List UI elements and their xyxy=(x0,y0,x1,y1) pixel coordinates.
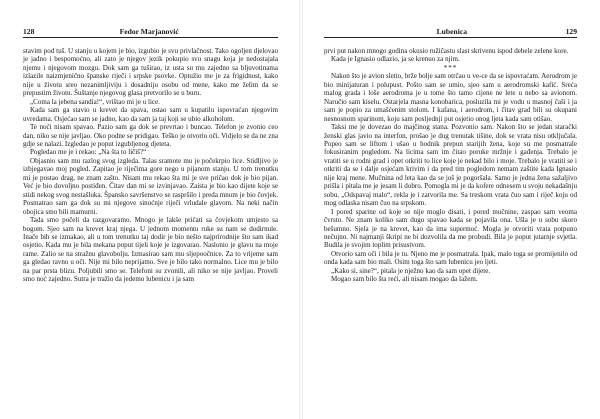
paragraph: Kada je Ignasio odlazio, ja se krenuo za njim. xyxy=(331,55,460,64)
paragraph: Mogao sam bilo šta reći, ali nisam mogao da lažem. xyxy=(331,275,478,284)
paragraph: Nakon što je avion sletio, brže bolje sam otrčao u ve-ce da se ispovraćam. Aerodrom je bio minijaturan i polupust. Pošto sam se umio, sjeo sam u aerodromski kafić. Sreća malog grada i loše aerodroma je u tome što tamo cijene ne lete u nebo sa avionom. Naručio sam kiselu. Ostarjela masna konobarica, posluzila mi je vodu u masnoj čaši i ja sam je popio za umašćenim stolom. I kafana, i aerodrom, i čitav grad bili su okupani nesnosnom sparinom, koju sam posljednji put osjetio onog ljeta kada sam otišao. xyxy=(324,72,577,123)
paragraph: prvi put nakon mnogo godina okusio ružičastu slast skrivenu ispod debele zelene kore. xyxy=(324,47,569,55)
left-page-header xyxy=(23,27,278,38)
paragraph: Kada sam ga stavio u krevet da spava, ostao sam u kupatilu ispovraćan njegovim uvredama. Osjećao sam se jadno, kao da sam ja taj koji se ubio alkoholom. xyxy=(23,106,278,123)
paragraph: „Kako si, sine?“, pitala je nježno kao da sam opet dijete. xyxy=(331,266,491,275)
paragraph: Te noći nisam spavao. Pazio sam ga dok se prevrtao i buncao. Telefon je zvonio ceo dan, niko se nije javljao. Oko podne se pridigao. Teško je otvorio oči. Vidjelo se da ne zna gdje se nalazi. Izgledao je poput izgubljenog djeteta. xyxy=(23,123,278,148)
paragraph: „Coma la jebena sandia!“, vrištao mi je u lice. xyxy=(30,97,160,106)
left-page-number: 128 xyxy=(23,27,35,36)
section-break: *** xyxy=(443,63,458,72)
right-page xyxy=(304,0,600,419)
right-page-body xyxy=(324,47,577,284)
paragraph: I pored sparine od koje se nije moglo disati, i pored mučnine, zaspao sam veoma čvrsto. Ne znam koliko sam dugo spavao kada se pojavila ona. Ušla je u sobu skoro bešumno. Sjela je na krevet, kao da ima supermoć. Mogla je otvoriti vrata potpuno nečujno. Ni najmanji škripi ne bi dozvolila da me probudi. Bila je poput jutarnje svjetla. Budila je svojim toplim prisustvom. xyxy=(324,207,577,250)
book-gutter xyxy=(299,0,303,419)
left-running-head: Fedor Marjanović xyxy=(119,27,179,36)
right-page-number: 129 xyxy=(565,27,577,36)
right-page-header xyxy=(324,27,577,38)
paragraph: Taksi me je dovezao do majčinog stana. Pozvonio sam. Nakon što se jedan starački ženski glas javio na interfon, prošao je dug trenutak tišine, dok se vrata nisu otključala. Popeo sam se liftom i ušao u hodnik prepun starijih žena, koje su me posmatrale fokusiranim pogledom. Na licima sam im čitao poruke mržnje i gađenja. Trebalo je vratiti se u rodni grad i opet otkriti to lice koje je nekad bilo i moje. Trebalo je vratiti se i otkriti da se i dalje osjećam krivim i da pred tim pogledom nemam zaštite kada Ignasio nije kraj mene. Mučnina od leta kao da se još je pogoršala. Samo je jedna žena sažaljivo prišla i pitala me je jesam li dobro. Pomogla mi je da kofere odnesem u svoju nekadašnju sobu. „Odspavaj malo“, rekla je i zatvorila me. Sa treskom vrata čuo sam i riječ koju od mog odlaska nisam čuo na srpskom. xyxy=(324,123,577,208)
right-running-head: Lubenica xyxy=(436,27,467,36)
paragraph: Pogledao me je i rekao: „Na šta to ličiš?“ xyxy=(30,148,147,157)
paragraph: Otvorio sam oči i bila je tu. Njeno me je posmatrala. Ipak, malo toga se promijenilo od onda kada sam bio mali. Osim toga što sam lubenicu jeo ljeti. xyxy=(324,249,577,267)
paragraph: Objasnio sam mu razlog svog izgleda. Talas sramote mu je počekrpio lice. Stidljivo je izbjegavao moj pogled. Zapitao je riječima gore nego u pijanom stanju. U tom trenutku mi je postao drag, ne znam zašto. Nisam mu rekao šta mi je sve pričao dok je bio pijan. Već je bio dovoljno postiđen. Čitav dan mi se izvinjavao. Zaista je bio kao dijete koje se stidi nekog svog nestašluka. Špansko savršenstvo se raspršilo i preda mnom je bio čovjek. Posmatrao sam ga dok su mi njegove sinoćnje riječi vrludale glavom. Na neki način obojica smo bili mamurni. xyxy=(23,156,278,216)
paragraph: Tada smo počeli da razgovaramo. Mnogo je lakše pričati sa čovjekom umjesto sa bogom. Sjeo sam na krevet kraj njega. U jednom momentu ruke su nam se dodirnule. Inače bih se izmakao, ali u tom trenutku taj dodir je bio nešto najprirodnije što sam ikad osjetio. Kada mu je bila mekana poput tijeli koje je izgovarao. Naslonio je glavu na moje rame. Zalio se na stražnu glavobolju. Izmasirao sam mu sljepoočnice. Za to vrijeme sam ga gledao ravno u oči. Nije mi bilo neprijatno. Sve je bilo tako normalno. Lice mu je bilo na par prsta blizu. Poljubili smo se. Telefoni su zvonili, ali niko se nije javljao. Proveli smo noć zajedno. Sutra je tražio da jedemo lubenicu i ja sam xyxy=(23,216,278,284)
left-page-body xyxy=(23,47,278,284)
paragraph: stavim pod tuš. U stanju u kojem je bio, izgubio je svu privlačnost. Tako ogoljen djelovao je jadno i bespomoćno, ali zato je njegov jezik pokupio svu snagu koja je nedostajala njemu i njegovom mozgu. Dok sam ga tuširao, iz usta su mu zajedno sa bljuvotinama izlazile naizmjenično španske riječi i srpske psovke. Optužio me je za frigidnost, kako nije u životu sreo nezanimljiviju i dosadniju osobu od mene, kako me želim da se prepustim životu. Šuštanje njegovog glasa pretvorilo se u buru. xyxy=(23,47,278,98)
